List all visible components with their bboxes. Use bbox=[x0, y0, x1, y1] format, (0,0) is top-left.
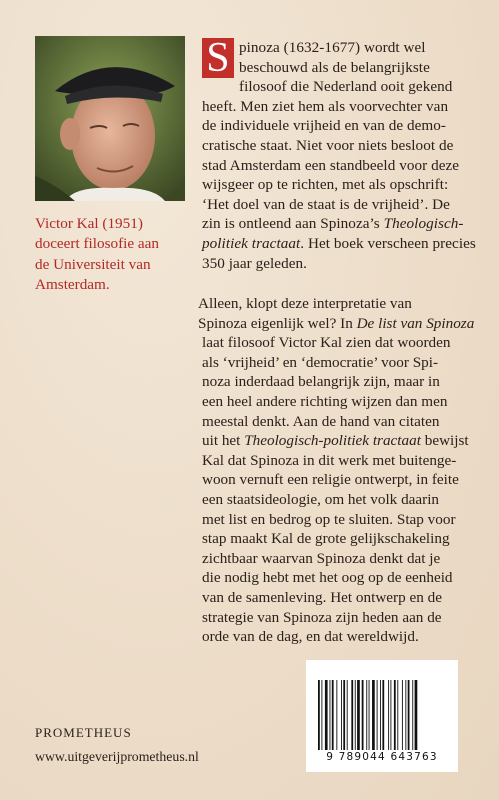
treatise-title-part: Theologisch- bbox=[383, 215, 464, 233]
text-line: wijsgeer op te richten, met als opschrift: bbox=[202, 176, 449, 194]
caption-line: Amsterdam. bbox=[35, 276, 110, 294]
publisher-logo: PROMETHEUS bbox=[35, 725, 132, 740]
text-line: stad Amsterdam een standbeeld voor deze bbox=[202, 156, 460, 174]
text-line: politiek tractaat. Het boek verscheen precies bbox=[202, 234, 476, 252]
text-line: filosoof die Nederland ooit gekend bbox=[239, 78, 453, 96]
text-line: laat filosoof Victor Kal zien dat woorden bbox=[202, 334, 451, 352]
blurb-paragraph-2 bbox=[198, 294, 475, 647]
text-line: van de samenleving. Het ontwerp en de bbox=[202, 588, 442, 606]
text-line: Alleen, klopt deze interpretatie van bbox=[198, 295, 412, 312]
caption-line: Victor Kal (1951) bbox=[35, 215, 143, 232]
text-line: de individuele vrijheid en van de demo- bbox=[202, 117, 447, 135]
caption-line: doceert filosofie aan bbox=[35, 235, 159, 253]
text-line: 350 jaar geleden. bbox=[202, 254, 308, 272]
text-line: als ‘vrijheid’ en ‘democratie’ voor Spi- bbox=[202, 353, 439, 371]
isbn-number: 9 789044 643763 bbox=[326, 751, 438, 763]
text-line: ‘Het doel van de staat is de vrijheid’. De bbox=[202, 195, 450, 213]
isbn-barcode bbox=[306, 660, 458, 772]
drop-cap: S bbox=[202, 38, 234, 78]
text-line: Spinoza eigenlijk wel? In De list van Spinoza bbox=[198, 314, 475, 332]
treatise-title: Theologisch-politiek tractaat bbox=[244, 432, 421, 450]
publisher-website: www.uitgeverijprometheus.nl bbox=[35, 749, 199, 764]
blurb-paragraph-1 bbox=[202, 35, 476, 273]
barcode-bars bbox=[318, 680, 446, 750]
author-caption bbox=[35, 214, 200, 296]
text-line: uit het Theologisch-politiek tractaat bewijst bbox=[202, 432, 469, 450]
text-line: heeft. Men ziet hem als voorvechter van bbox=[202, 97, 449, 115]
text-line: strategie van Spinoza zijn heden aan de bbox=[202, 608, 442, 626]
book-title: De list van Spinoza bbox=[356, 314, 475, 332]
text-line: een staatsideologie, om het volk daarin bbox=[202, 490, 440, 508]
caption-line: de Universiteit van bbox=[35, 255, 151, 273]
text-line: orde van de dag, en dat wereldwijd. bbox=[202, 628, 419, 646]
text-line: een heel andere richting wijzen dan men bbox=[202, 392, 448, 410]
text-line: cratische staat. Niet voor niets besloot de bbox=[202, 136, 454, 154]
author-photo bbox=[35, 36, 185, 201]
text-line: zichtbaar waarvan Spinoza denkt dat je bbox=[202, 549, 441, 567]
text-line: woon vernuft een religie ontwerpt, in feite bbox=[202, 471, 459, 489]
text-line: pinoza (1632-1677) wordt wel bbox=[239, 39, 426, 56]
text-line: meestal denkt. Aan de hand van citaten bbox=[202, 412, 440, 430]
text-line: beschouwd als de belangrijkste bbox=[239, 58, 430, 76]
text-line: zin is ontleend aan Spinoza’s Theologisch- bbox=[202, 215, 464, 233]
text-line: met list en bedrog op te sluiten. Stap voor bbox=[202, 510, 456, 528]
text-line: Kal dat Spinoza in dit werk met buitenge- bbox=[202, 451, 457, 469]
text-line: noza inderdaad belangrijk zijn, maar in bbox=[202, 373, 440, 391]
text-line: stap maakt Kal de grote gelijkschakeling bbox=[202, 530, 450, 548]
text-line: die nodig hebt met het oog op de eenheid bbox=[202, 569, 453, 587]
